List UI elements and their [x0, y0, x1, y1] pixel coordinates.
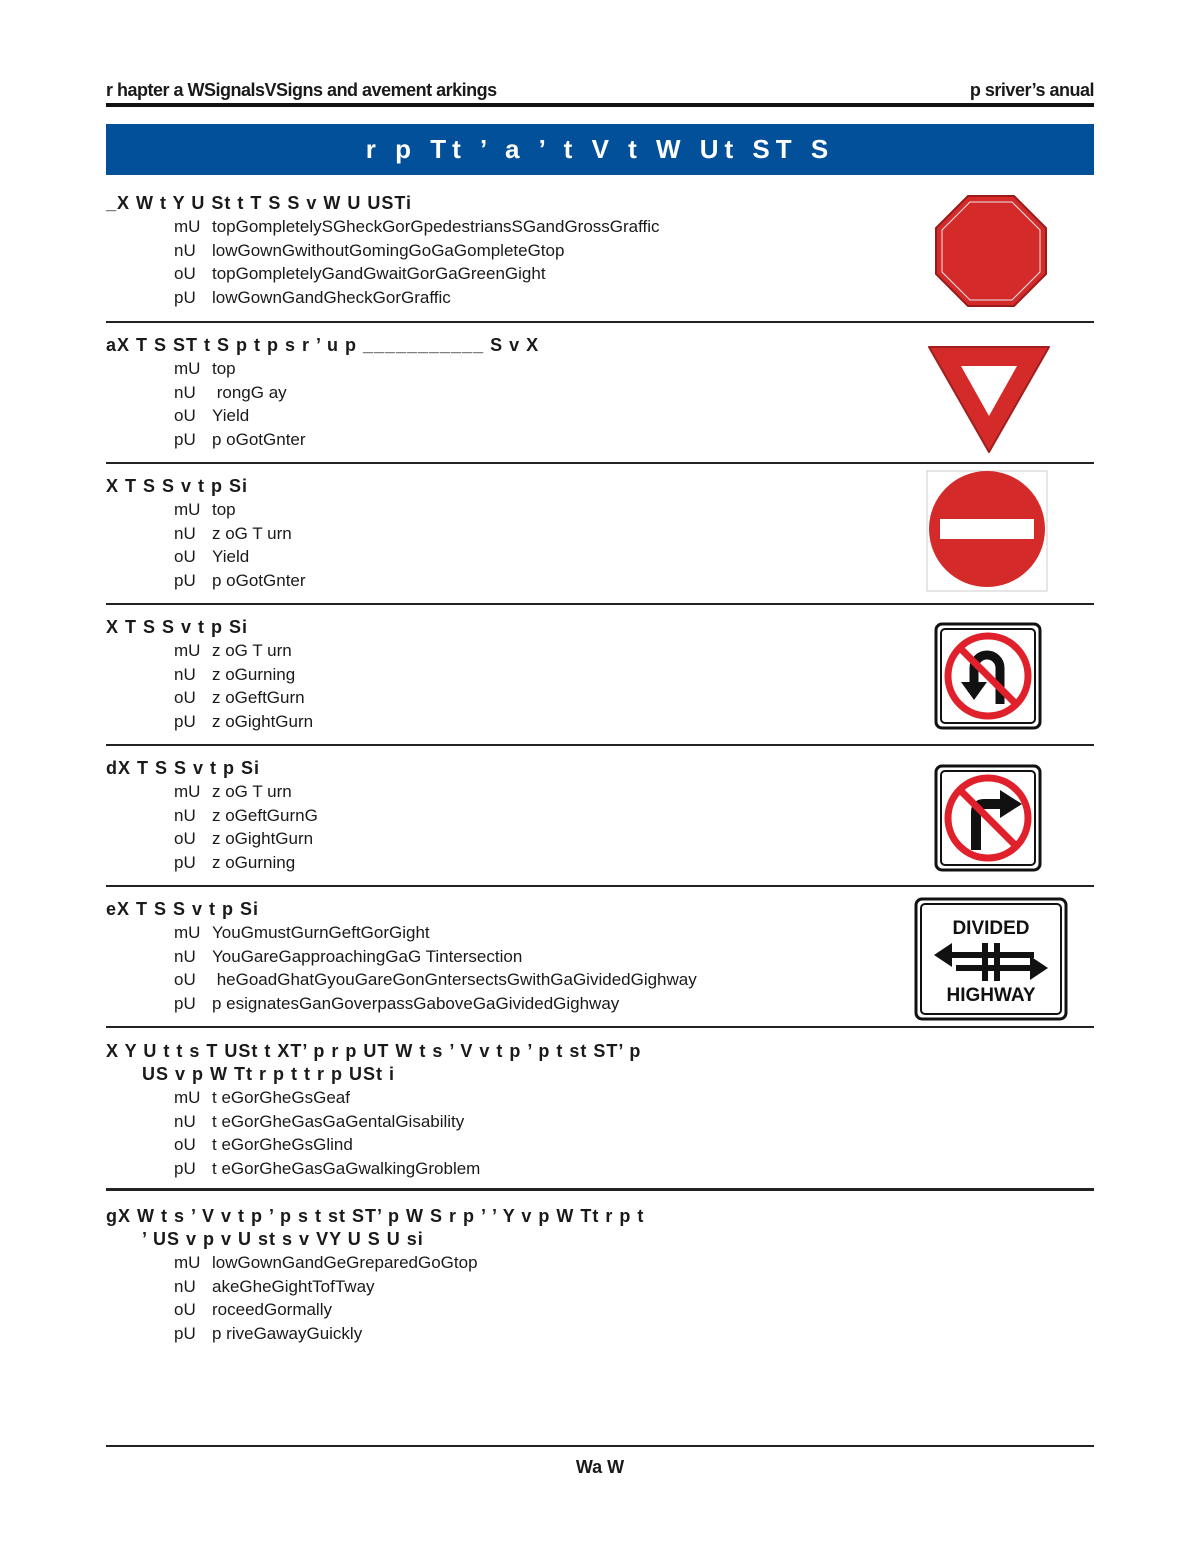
option-label: oU	[174, 1300, 196, 1319]
question-divider	[106, 1026, 1094, 1028]
option-label: oU	[174, 406, 196, 425]
answer-option[interactable]	[106, 1322, 1094, 1346]
question-text-continued: US v p W Tt r p t t r p USt i	[142, 1064, 395, 1084]
option-label: mU	[174, 1088, 201, 1107]
option-label: oU	[174, 970, 196, 989]
option-text: p esignatesGanGoverpassGaboveGaGividedGighway	[212, 993, 620, 1013]
option-text: Yield	[212, 547, 250, 566]
answer-option[interactable]	[106, 1133, 1094, 1157]
answer-options	[106, 1251, 1094, 1345]
option-label: mU	[174, 1253, 201, 1272]
option-label: nU	[174, 1276, 196, 1296]
option-label: nU	[174, 1111, 196, 1131]
option-label: nU	[174, 805, 196, 825]
header-rule	[106, 103, 1094, 107]
option-text: t eGorGheGasGaGwalkingGroblem	[212, 1158, 481, 1178]
option-text: lowGownGwithoutGomingGoGaGompleteGtop	[212, 240, 565, 260]
option-label: nU	[174, 240, 196, 260]
option-text: topGompletelySGheckGorGpedestriansSGandGrossGraffic	[212, 217, 660, 236]
option-text: z oGeftGurn	[212, 688, 305, 707]
option-label: pU	[174, 993, 196, 1013]
option-label: mU	[174, 500, 201, 519]
option-label: oU	[174, 829, 196, 848]
answer-option[interactable]	[106, 1110, 1094, 1134]
option-label: nU	[174, 946, 196, 966]
option-label: nU	[174, 382, 196, 402]
answer-option[interactable]	[106, 1275, 1094, 1299]
option-label: mU	[174, 923, 201, 942]
option-text: t eGorGheGsGeaf	[212, 1088, 350, 1107]
answer-options	[106, 1086, 1094, 1180]
answer-option[interactable]	[106, 1251, 1094, 1275]
option-text: z oGurning	[212, 852, 296, 872]
option-label: oU	[174, 688, 196, 707]
page-header	[106, 78, 1094, 104]
question-divider	[106, 603, 1094, 605]
option-text: z oG T urn	[212, 523, 292, 543]
question-divider	[106, 321, 1094, 323]
option-text: z oGurning	[212, 664, 296, 684]
option-label: mU	[174, 359, 201, 378]
option-label: oU	[174, 1135, 196, 1154]
question-text: aX T S ST t S p t p s r ’ u p ___________ S v X	[106, 335, 540, 355]
section-banner: r p Tt ’ a ’ t V t W Ut ST S	[106, 124, 1094, 175]
option-text: p riveGawayGuickly	[212, 1323, 363, 1343]
sign-text-highway: HIGHWAY	[946, 985, 1036, 1006]
option-text: lowGownGandGeGreparedGoGtop	[212, 1253, 478, 1272]
option-text: t eGorGheGsGlind	[212, 1135, 353, 1154]
question-text-continued: ’ US v p v U st s v VY U S U si	[142, 1229, 424, 1249]
option-text: z oGeftGurnG	[212, 805, 318, 825]
question-text: dX T S S v t p Si	[106, 758, 261, 778]
option-text: z oG T urn	[212, 641, 292, 660]
option-text: top	[212, 359, 236, 378]
question-7	[106, 1040, 1094, 1180]
option-text: z oGightGurn	[212, 829, 314, 848]
option-text: p oGotGnter	[212, 429, 306, 449]
no-u-turn-sign-icon	[934, 622, 1042, 730]
manual-title: p sriver’s anual	[969, 80, 1094, 100]
option-label: pU	[174, 852, 196, 872]
option-text: YouGmustGurnGeftGorGight	[212, 923, 430, 942]
no-right-turn-sign-icon	[934, 764, 1042, 872]
option-text: lowGownGandGheckGorGraffic	[212, 287, 451, 307]
question-text: eX T S S v t p Si	[106, 899, 260, 919]
option-text: heGoadGhatGyouGareGonGntersectsGwithGaGividedGighway	[212, 970, 697, 989]
option-text: p oGotGnter	[212, 570, 306, 590]
question-divider	[106, 744, 1094, 746]
answer-option[interactable]	[106, 1157, 1094, 1181]
option-text: YouGareGapproachingGaG Tintersection	[212, 946, 523, 966]
option-label: pU	[174, 1323, 196, 1343]
option-text: t eGorGheGasGaGentalGisability	[212, 1111, 465, 1131]
option-label: pU	[174, 570, 196, 590]
do-not-enter-sign-icon	[926, 470, 1048, 592]
option-text: akeGheGightTofTway	[212, 1276, 375, 1296]
option-label: pU	[174, 711, 196, 731]
option-text: z oG T urn	[212, 782, 292, 801]
option-label: pU	[174, 287, 196, 307]
divided-highway-sign-icon	[914, 897, 1068, 1021]
option-label: pU	[174, 1158, 196, 1178]
option-label: mU	[174, 217, 201, 236]
option-text: topGompletelyGandGwaitGorGaGreenGight	[212, 264, 546, 283]
option-label: mU	[174, 641, 201, 660]
question-text: gX W t s ’ V v t p ’ p s t st ST’ p W S r p ’ ’ Y v p W Tt r p t	[106, 1206, 645, 1226]
option-label: mU	[174, 782, 201, 801]
option-text: Yield	[212, 406, 250, 425]
question-text: X Y U t t s T USt t XT’ p r p UT W t s ’ V v t p ’ p t st ST’ p	[106, 1041, 642, 1061]
yield-sign-icon	[926, 344, 1052, 456]
answer-option[interactable]	[106, 1086, 1094, 1110]
question-text: X T S S v t p Si	[106, 476, 249, 496]
answer-option[interactable]	[106, 1298, 1094, 1322]
page-number: Wa W	[575, 1457, 625, 1477]
option-text: z oGightGurn	[212, 711, 314, 731]
sign-text-divided: DIVIDED	[952, 918, 1030, 939]
option-text: roceedGormally	[212, 1300, 332, 1319]
option-text: rongG ay	[212, 382, 287, 402]
option-label: pU	[174, 429, 196, 449]
footer-rule	[106, 1445, 1094, 1447]
question-text: X T S S v t p Si	[106, 617, 249, 637]
chapter-title: r hapter a WSignalsVSigns and avement arkings	[106, 80, 497, 100]
question-divider	[106, 462, 1094, 464]
option-label: nU	[174, 664, 196, 684]
stop-sign-icon	[934, 194, 1048, 308]
option-text: top	[212, 500, 236, 519]
option-label: oU	[174, 547, 196, 566]
question-divider	[106, 1188, 1094, 1191]
option-label: nU	[174, 523, 196, 543]
option-label: oU	[174, 264, 196, 283]
question-text: _X W t Y U St t T S S v W U USTi	[106, 193, 413, 213]
question-8	[106, 1205, 1094, 1345]
question-divider	[106, 885, 1094, 887]
